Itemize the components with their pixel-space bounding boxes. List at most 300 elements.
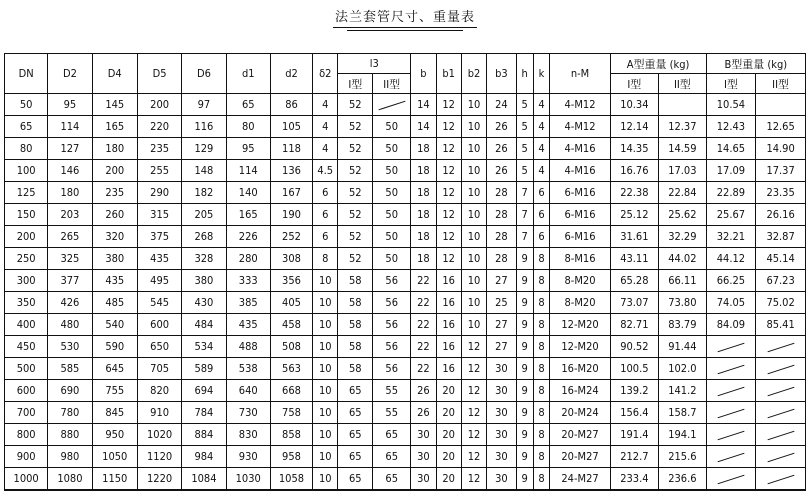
- header-h: h: [516, 54, 533, 94]
- table-cell: 9: [516, 380, 533, 402]
- table-cell: 4-M12: [550, 116, 610, 138]
- table-cell: 14.35: [610, 138, 659, 160]
- table-cell: 182: [182, 182, 226, 204]
- table-cell: 14.90: [756, 138, 806, 160]
- table-cell: 58: [338, 336, 373, 358]
- table-cell: 50: [373, 116, 411, 138]
- table-cell: 12: [436, 248, 461, 270]
- table-cell: 10: [461, 94, 486, 116]
- table-cell: 9: [516, 248, 533, 270]
- table-cell: 146: [48, 160, 92, 182]
- table-cell: 10: [461, 204, 486, 226]
- table-cell: 488: [226, 336, 270, 358]
- table-cell: 8: [533, 292, 550, 314]
- table-cell: 139.2: [610, 380, 659, 402]
- table-cell: 10: [313, 424, 338, 446]
- table-cell: 58: [338, 358, 373, 380]
- table-cell: 235: [92, 182, 137, 204]
- table-cell: [756, 424, 806, 446]
- table-cell: 10: [461, 116, 486, 138]
- table-cell: 27: [487, 336, 517, 358]
- table-cell: 950: [92, 424, 137, 446]
- table-row: [5, 292, 806, 314]
- table-cell: 30: [487, 424, 517, 446]
- header-b1: b1: [436, 54, 461, 94]
- table-cell: 10: [313, 468, 338, 491]
- table-cell: 30: [487, 358, 517, 380]
- table-cell: 50: [373, 160, 411, 182]
- table-cell: 90.52: [610, 336, 659, 358]
- table-cell: [756, 358, 806, 380]
- table-cell: 20: [436, 446, 461, 468]
- page-title: 法兰套管尺寸、重量表: [333, 9, 477, 28]
- table-row: [5, 138, 806, 160]
- table-cell: 32.29: [659, 226, 706, 248]
- table-row: [5, 160, 806, 182]
- table-cell: 426: [48, 292, 92, 314]
- table-cell: 668: [270, 380, 312, 402]
- table-cell: 508: [270, 336, 312, 358]
- table-cell: 95: [226, 138, 270, 160]
- table-cell: 235: [137, 138, 181, 160]
- table-cell: 32.87: [756, 226, 806, 248]
- table-cell: 4-M12: [550, 94, 610, 116]
- table-cell: 200: [137, 94, 181, 116]
- table-cell: 100.5: [610, 358, 659, 380]
- header-a-type-i: I型: [610, 74, 659, 94]
- table-row: [5, 358, 806, 380]
- not-applicable-slash: [717, 386, 744, 396]
- table-cell: 18: [411, 248, 436, 270]
- table-cell: 8: [533, 446, 550, 468]
- table-cell: 8-M16: [550, 248, 610, 270]
- table-cell: 180: [48, 182, 92, 204]
- table-cell: 9: [516, 424, 533, 446]
- table-cell: 8: [533, 248, 550, 270]
- table-cell: 4.5: [313, 160, 338, 182]
- table-cell: 20-M24: [550, 402, 610, 424]
- table-cell: 10: [461, 138, 486, 160]
- table-cell: 328: [182, 248, 226, 270]
- table-cell: 6-M16: [550, 204, 610, 226]
- table-body: [5, 94, 806, 491]
- table-cell: 375: [137, 226, 181, 248]
- table-cell: 85.41: [756, 314, 806, 336]
- title-underline: [347, 30, 463, 31]
- table-cell: 308: [270, 248, 312, 270]
- table-cell: 200: [5, 226, 48, 248]
- table-cell: 14: [411, 116, 436, 138]
- table-cell: 65: [373, 468, 411, 491]
- table-cell: 65: [226, 94, 270, 116]
- table-cell: 315: [137, 204, 181, 226]
- not-applicable-slash: [717, 364, 744, 374]
- table-cell: 900: [5, 446, 48, 468]
- table-row: [5, 446, 806, 468]
- table-cell: 10: [461, 248, 486, 270]
- header-b-type-ii: II型: [756, 74, 806, 94]
- header-b-weight: B型重量 (kg): [706, 54, 805, 74]
- table-cell: 12-M20: [550, 336, 610, 358]
- table-cell: 12.14: [610, 116, 659, 138]
- table-cell: 9: [516, 402, 533, 424]
- table-cell: 845: [92, 402, 137, 424]
- table-cell: [659, 94, 706, 116]
- table-cell: 405: [270, 292, 312, 314]
- table-cell: 190: [270, 204, 312, 226]
- table-cell: 12: [436, 204, 461, 226]
- table-cell: 205: [182, 204, 226, 226]
- table-cell: 6: [313, 226, 338, 248]
- table-cell: 12: [436, 138, 461, 160]
- table-cell: 17.03: [659, 160, 706, 182]
- table-cell: 300: [5, 270, 48, 292]
- table-row: [5, 380, 806, 402]
- table-cell: 10: [313, 380, 338, 402]
- table-cell: 333: [226, 270, 270, 292]
- header-b: b: [411, 54, 436, 94]
- table-cell: 127: [48, 138, 92, 160]
- table-cell: 165: [92, 116, 137, 138]
- table-cell: 6: [533, 204, 550, 226]
- table-cell: 8: [533, 468, 550, 491]
- table-cell: 125: [5, 182, 48, 204]
- table-cell: 45.14: [756, 248, 806, 270]
- table-cell: 30: [411, 468, 436, 491]
- table-cell: 24: [487, 94, 517, 116]
- table-cell: 30: [411, 446, 436, 468]
- table-cell: 380: [182, 270, 226, 292]
- table-cell: 84.09: [706, 314, 756, 336]
- header-n-m: n-M: [550, 54, 610, 94]
- table-cell: 31.61: [610, 226, 659, 248]
- table-cell: 600: [137, 314, 181, 336]
- table-cell: 14.59: [659, 138, 706, 160]
- table-cell: 43.11: [610, 248, 659, 270]
- table-cell: 8-M20: [550, 270, 610, 292]
- table-cell: 784: [182, 402, 226, 424]
- table-cell: 534: [182, 336, 226, 358]
- table-cell: 450: [5, 336, 48, 358]
- table-cell: 10.54: [706, 94, 756, 116]
- table-cell: 18: [411, 204, 436, 226]
- table-cell: 30: [487, 446, 517, 468]
- table-cell: 10: [461, 292, 486, 314]
- table-cell: 7: [516, 182, 533, 204]
- table-row: [5, 270, 806, 292]
- table-cell: 215.6: [659, 446, 706, 468]
- table-cell: 7: [516, 226, 533, 248]
- table-cell: 66.11: [659, 270, 706, 292]
- table-cell: 32.21: [706, 226, 756, 248]
- table-cell: 10: [461, 182, 486, 204]
- table-cell: 4-M16: [550, 138, 610, 160]
- table-cell: 74.05: [706, 292, 756, 314]
- table-cell: 10: [313, 336, 338, 358]
- not-applicable-slash: [767, 430, 794, 440]
- table-cell: 65: [338, 402, 373, 424]
- not-applicable-slash: [767, 342, 794, 352]
- table-cell: 800: [5, 424, 48, 446]
- table-cell: 8: [533, 314, 550, 336]
- table-cell: 16: [436, 358, 461, 380]
- table-cell: 44.12: [706, 248, 756, 270]
- table-row: [5, 182, 806, 204]
- table-cell: 910: [137, 402, 181, 424]
- table-cell: 8: [533, 380, 550, 402]
- table-cell: 12: [461, 468, 486, 491]
- table-cell: 545: [137, 292, 181, 314]
- header-dn: DN: [5, 54, 48, 94]
- table-cell: 538: [226, 358, 270, 380]
- table-cell: 156.4: [610, 402, 659, 424]
- table-cell: 820: [137, 380, 181, 402]
- table-cell: 50: [373, 248, 411, 270]
- table-cell: 8: [533, 336, 550, 358]
- table-cell: 12: [461, 402, 486, 424]
- table-cell: 645: [92, 358, 137, 380]
- table-cell: 233.4: [610, 468, 659, 491]
- table-cell: 52: [338, 94, 373, 116]
- table-header: [5, 54, 806, 94]
- table-cell: 6-M16: [550, 226, 610, 248]
- table-cell: 260: [92, 204, 137, 226]
- header-d6: D6: [182, 54, 226, 94]
- table-cell: 9: [516, 270, 533, 292]
- table-cell: 10.34: [610, 94, 659, 116]
- table-cell: 400: [5, 314, 48, 336]
- table-cell: 136: [270, 160, 312, 182]
- table-cell: 12: [436, 94, 461, 116]
- table-cell: 6: [533, 182, 550, 204]
- table-cell: 150: [5, 204, 48, 226]
- table-cell: [706, 424, 756, 446]
- table-row: [5, 94, 806, 116]
- table-cell: 350: [5, 292, 48, 314]
- table-cell: 236.6: [659, 468, 706, 491]
- header-l3-type-ii: II型: [373, 74, 411, 94]
- header-d2: D2: [48, 54, 92, 94]
- table-cell: 18: [411, 182, 436, 204]
- table-cell: 700: [5, 402, 48, 424]
- table-cell: 30: [411, 424, 436, 446]
- table-cell: 26: [487, 160, 517, 182]
- table-cell: 435: [92, 270, 137, 292]
- header-delta2: δ2: [313, 54, 338, 94]
- table-cell: 30: [487, 402, 517, 424]
- table-cell: 12.37: [659, 116, 706, 138]
- table-cell: 758: [270, 402, 312, 424]
- table-cell: 1020: [137, 424, 181, 446]
- not-applicable-slash: [717, 342, 744, 352]
- table-cell: 65: [338, 424, 373, 446]
- table-cell: [706, 358, 756, 380]
- table-cell: 755: [92, 380, 137, 402]
- table-cell: 10: [313, 270, 338, 292]
- table-cell: 55: [373, 402, 411, 424]
- table-cell: 20-M27: [550, 424, 610, 446]
- table-cell: 356: [270, 270, 312, 292]
- table-cell: 325: [48, 248, 92, 270]
- table-cell: [756, 94, 806, 116]
- table-cell: 590: [92, 336, 137, 358]
- table-cell: [706, 468, 756, 491]
- table-cell: 58: [338, 314, 373, 336]
- table-cell: 97: [182, 94, 226, 116]
- table-cell: 26: [411, 402, 436, 424]
- table-cell: 780: [48, 402, 92, 424]
- table-cell: 650: [137, 336, 181, 358]
- not-applicable-slash: [767, 452, 794, 462]
- table-cell: 16: [436, 270, 461, 292]
- table-row: [5, 248, 806, 270]
- table-cell: 22.89: [706, 182, 756, 204]
- not-applicable-slash: [767, 474, 794, 484]
- table-cell: 80: [226, 116, 270, 138]
- table-cell: 12.43: [706, 116, 756, 138]
- not-applicable-slash: [717, 408, 744, 418]
- table-cell: 20: [436, 380, 461, 402]
- table-cell: 1220: [137, 468, 181, 491]
- table-cell: 380: [92, 248, 137, 270]
- table-cell: 50: [373, 138, 411, 160]
- not-applicable-slash: [767, 408, 794, 418]
- table-row: [5, 226, 806, 248]
- table-row: [5, 402, 806, 424]
- table-cell: 129: [182, 138, 226, 160]
- table-cell: 22: [411, 314, 436, 336]
- table-cell: 540: [92, 314, 137, 336]
- table-cell: 589: [182, 358, 226, 380]
- table-cell: 250: [5, 248, 48, 270]
- table-cell: 28: [487, 182, 517, 204]
- table-cell: 18: [411, 226, 436, 248]
- table-cell: 385: [226, 292, 270, 314]
- table-cell: 984: [182, 446, 226, 468]
- table-row: [5, 424, 806, 446]
- table-cell: 255: [137, 160, 181, 182]
- table-cell: 880: [48, 424, 92, 446]
- table-cell: 65: [373, 446, 411, 468]
- table-cell: 30: [487, 380, 517, 402]
- table-cell: 12: [461, 424, 486, 446]
- table-cell: 23.35: [756, 182, 806, 204]
- table-cell: 52: [338, 138, 373, 160]
- table-cell: 140: [226, 182, 270, 204]
- header-l3-type-i: I型: [338, 74, 373, 94]
- table-cell: 75.02: [756, 292, 806, 314]
- table-cell: 167: [270, 182, 312, 204]
- table-cell: 56: [373, 358, 411, 380]
- table-cell: 435: [226, 314, 270, 336]
- table-cell: 8: [533, 402, 550, 424]
- table-cell: 200: [92, 160, 137, 182]
- table-cell: 28: [487, 248, 517, 270]
- table-cell: 145: [92, 94, 137, 116]
- table-cell: 10: [461, 160, 486, 182]
- table-cell: [706, 380, 756, 402]
- table-cell: 435: [137, 248, 181, 270]
- not-applicable-slash: [717, 474, 744, 484]
- table-cell: 212.7: [610, 446, 659, 468]
- table-cell: [706, 402, 756, 424]
- table-cell: 22: [411, 358, 436, 380]
- table-cell: 9: [516, 358, 533, 380]
- table-cell: 25: [487, 292, 517, 314]
- table-cell: 10: [313, 446, 338, 468]
- header-k: k: [533, 54, 550, 94]
- table-cell: [373, 94, 411, 116]
- header-l3: l3: [338, 54, 411, 74]
- table-cell: 480: [48, 314, 92, 336]
- table-cell: 1050: [92, 446, 137, 468]
- header-a-type-ii: II型: [659, 74, 706, 94]
- table-cell: 17.37: [756, 160, 806, 182]
- table-cell: 95: [48, 94, 92, 116]
- table-cell: 10: [313, 292, 338, 314]
- table-cell: 52: [338, 226, 373, 248]
- not-applicable-slash: [767, 386, 794, 396]
- table-cell: 22: [411, 336, 436, 358]
- table-row: [5, 468, 806, 491]
- table-cell: 27: [487, 270, 517, 292]
- table-cell: 65: [338, 468, 373, 491]
- table-cell: 28: [487, 226, 517, 248]
- table-cell: 52: [338, 248, 373, 270]
- header-d1-small: d1: [226, 54, 270, 94]
- table-row: [5, 204, 806, 226]
- table-cell: 50: [373, 182, 411, 204]
- table-cell: 22: [411, 292, 436, 314]
- table-cell: 26.16: [756, 204, 806, 226]
- table-cell: 58: [338, 292, 373, 314]
- table-cell: 585: [48, 358, 92, 380]
- table-cell: 12: [461, 336, 486, 358]
- table-cell: 16.76: [610, 160, 659, 182]
- table-cell: 5: [516, 138, 533, 160]
- table-cell: 22.38: [610, 182, 659, 204]
- table-cell: [756, 336, 806, 358]
- table-cell: 280: [226, 248, 270, 270]
- table-cell: 1000: [5, 468, 48, 491]
- table-cell: 5: [516, 94, 533, 116]
- not-applicable-slash: [767, 364, 794, 374]
- table-cell: 530: [48, 336, 92, 358]
- table-cell: 290: [137, 182, 181, 204]
- table-row: [5, 116, 806, 138]
- table-cell: 484: [182, 314, 226, 336]
- table-cell: 50: [373, 204, 411, 226]
- table-cell: 1120: [137, 446, 181, 468]
- table-cell: 24-M27: [550, 468, 610, 491]
- table-cell: 12: [461, 358, 486, 380]
- table-cell: 56: [373, 292, 411, 314]
- table-cell: 4: [533, 138, 550, 160]
- table-cell: 56: [373, 270, 411, 292]
- table-cell: 10: [313, 314, 338, 336]
- table-cell: 20: [436, 468, 461, 491]
- table-cell: 7: [516, 204, 533, 226]
- table-cell: 16: [436, 292, 461, 314]
- table-cell: 56: [373, 314, 411, 336]
- table-cell: 4: [533, 160, 550, 182]
- table-cell: 52: [338, 160, 373, 182]
- table-cell: 44.02: [659, 248, 706, 270]
- table-cell: 114: [226, 160, 270, 182]
- table-cell: 73.80: [659, 292, 706, 314]
- table-cell: 114: [48, 116, 92, 138]
- not-applicable-slash: [717, 452, 744, 462]
